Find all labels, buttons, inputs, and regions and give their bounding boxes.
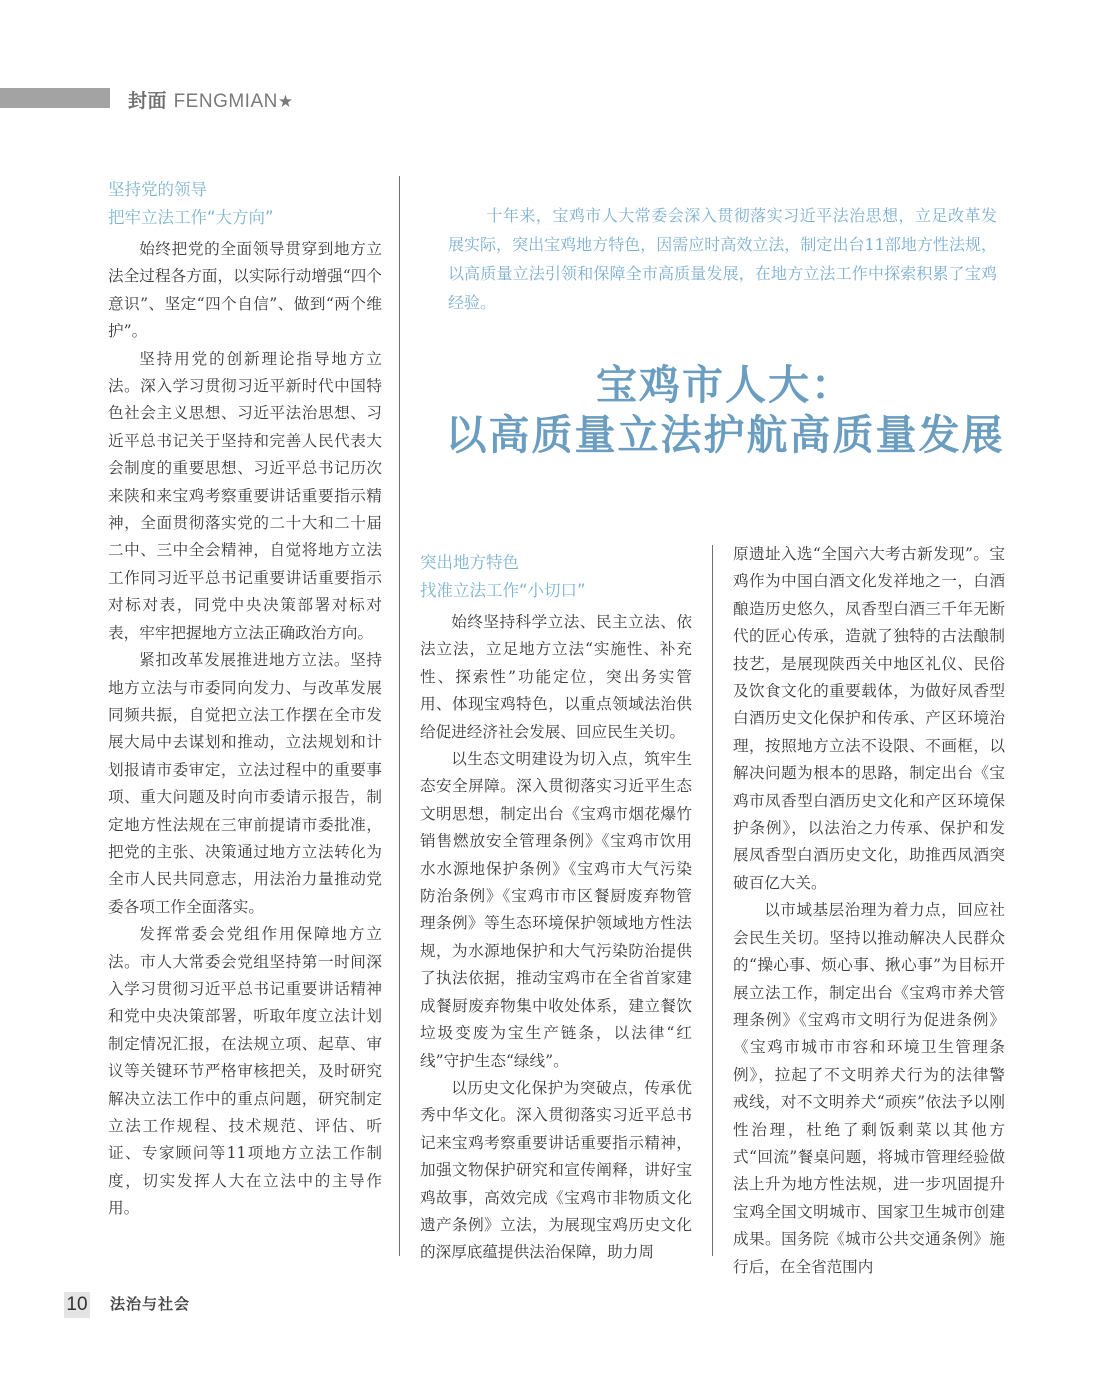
body-paragraph-continued: 原遗址入选“全国六大考古新发现”。宝鸡作为中国白酒文化发祥地之一，白酒酿造历史悠久，凤香型白酒三千年无断代的匠心传承，造就了独特的古法酿制技艺，是展现陕西关中地区礼仪、民俗及饮食文化的重要载体，为做好凤香型白酒历史文化保护和传承、产区环境治理，按照地方立法不设限、不画框，以解决问题为根本的思路，制定出台《宝鸡市凤香型白酒历史文化和产区环境保护条例》，以法治之力传承、保护和发展凤香型白酒历史文化，助推西凤酒突破百亿大关。 <box>733 545 1005 892</box>
body-paragraph: 以历史文化保护为突破点，传承优秀中华文化。深入贯彻落实习近平总书记来宝鸡考察重要讲话重要指示精神，加强文物保护研究和宣传阐释，讲好宝鸡故事，高效完成《宝鸡市非物质文化遗产条例》立法，为展现宝鸡历史文化的深厚底蕴提供法治保障，助力周 <box>420 1078 692 1262</box>
section-label-cn: 封面 <box>128 90 168 112</box>
article-title <box>430 360 1020 460</box>
section-heading-line2: 把牢立法工作“大方向” <box>108 208 274 227</box>
page-number: 10 <box>64 1292 90 1318</box>
body-paragraph: 始终把党的全面领导贯穿到地方立法全过程各方面，以实际行动增强“四个意识”、坚定“四个自信”、做到“两个维护”。 <box>108 240 382 341</box>
header-bar <box>0 88 110 108</box>
body-paragraph: 以市域基层治理为着力点，回应社会民生关切。坚持以推动解决人民群众的“操心事、烦心事、揪心事”为目标开展立法工作，制定出台《宝鸡市养犬管理条例》《宝鸡市文明行为促进条例》《宝鸡市城市市容和环境卫生管理条例》，拉起了不文明养犬行为的法律警戒线，对不文明养犬“顽疾”依法予以刚性治理，杜绝了剩饭剩菜以其他方式“回流”餐桌问题，将城市管理经验做法上升为地方性法规，进一步巩固提升宝鸡全国文明城市、国家卫生城市创建成果。国务院《城市公共交通条例》施行后，在全省范围内 <box>733 901 1005 1276</box>
column-divider-right <box>712 545 713 1256</box>
section-label-en: FENGMIAN <box>173 91 278 112</box>
column-divider-left <box>399 176 400 1256</box>
body-paragraph: 以生态文明建设为切入点，筑牢生态安全屏障。深入贯彻落实习近平生态文明思想，制定出台《宝鸡市烟花爆竹销售燃放安全管理条例》《宝鸡市饮用水水源地保护条例》《宝鸡市大气污染防治条例》《宝鸡市市区餐厨废弃物管理条例》等生态环境保护领域地方性法规，为水源地保护和大气污染防治提供了执法依据，推动宝鸡市在全省首家建成餐厨废弃物集中收处体系，建立餐饮垃圾变废为宝生产链条，以法律“红线”守护生态“绿线”。 <box>420 750 692 1070</box>
right-column <box>733 541 1005 1281</box>
article-intro: 十年来，宝鸡市人大常委会深入贯彻落实习近平法治思想，立足改革发展实际，突出宝鸡地方特色，因需应时高效立法，制定出台11部地方性法规，以高质量立法引领和保障全市高质量发展，在地方立法工作中探索积累了宝鸡经验。 <box>448 206 997 312</box>
middle-column <box>420 549 692 1267</box>
body-paragraph: 始终坚持科学立法、民主立法、依法立法，立足地方立法“实施性、补充性、探索性”功能定位，突出务实管用、体现宝鸡特色，以重点领域法治供给促进经济社会发展、回应民生关切。 <box>420 613 692 741</box>
section-heading <box>108 176 382 232</box>
article-title-line1: 宝鸡市人大： <box>596 361 854 409</box>
section-heading-line2: 找准立法工作“小切口” <box>420 581 586 600</box>
section-heading <box>420 549 692 605</box>
body-paragraph: 发挥常委会党组作用保障地方立法。市人大常委会党组坚持第一时间深入学习贯彻习近平总书记重要讲话精神和党中央决策部署，听取年度立法计划制定情况汇报，在法规立项、起草、审议等关键环节严格审核把关，及时研究解决立法工作中的重点问题，研究制定立法工作规程、技术规范、评估、听证、专家顾问等11项地方立法工作制度，切实发挥人大在立法中的主导作用。 <box>108 925 382 1218</box>
article-title-line2: 以高质量立法护航高质量发展 <box>445 411 1005 459</box>
body-paragraph: 紧扣改革发展推进地方立法。坚持地方立法与市委同向发力、与改革发展同频共振，自觉把立法工作摆在全市发展大局中去谋划和推动，立法规划和计划报请市委审定，立法过程中的重要事项、重大问题及时向市委请示报告，制定地方性法规在三审前提请市委批准，把党的主张、决策通过地方立法转化为全市人民共同意志，用法治力量推动党委各项工作全面落实。 <box>108 651 382 916</box>
publication-name: 法治与社会 <box>110 1295 191 1313</box>
left-column <box>108 176 382 1223</box>
body-paragraph: 坚持用党的创新理论指导地方立法。深入学习贯彻习近平新时代中国特色社会主义思想、习近平法治思想、习近平总书记关于坚持和完善人民代表大会制度的重要思想、习近平总书记历次来陕和来宝鸡考察重要讲话重要指示精神，全面贯彻落实党的二十大和二十届二中、三中全会精神，自觉将地方立法工作同习近平总书记重要讲话重要指示对标对表，同党中央决策部署对标对表，牢牢把握地方立法正确政治方向。 <box>108 349 382 642</box>
section-heading-line1: 坚持党的领导 <box>108 180 207 199</box>
section-label <box>128 86 294 113</box>
section-heading-line1: 突出地方特色 <box>420 553 519 572</box>
star-icon: ★ <box>277 92 294 112</box>
